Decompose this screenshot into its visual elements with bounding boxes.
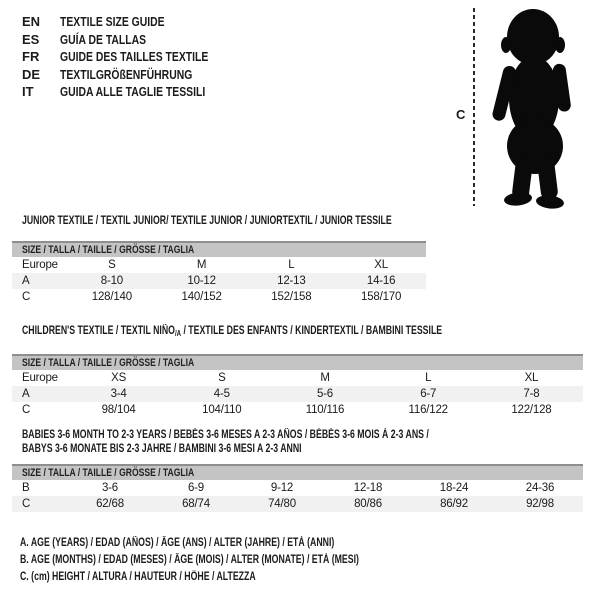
table-cell: 158/170: [361, 291, 402, 303]
language-guide-title: GUÍA DE TALLAS: [60, 31, 147, 47]
size-header-label: SIZE / TALLA / TAILLE / GRÖSSE / TAGLIA: [22, 244, 195, 256]
title-subscript: /A: [174, 329, 182, 338]
junior-textile-table: [12, 214, 426, 305]
row-label: A: [22, 388, 30, 400]
table-cell: 4-5: [213, 388, 230, 400]
table-cell: 8-10: [100, 275, 123, 287]
table-row: [12, 480, 583, 496]
row-label: A: [22, 275, 30, 287]
babies-textile-table: [12, 428, 583, 512]
table-row: [12, 402, 583, 418]
table-cell: 80/86: [354, 498, 382, 510]
row-label: C: [22, 404, 31, 416]
size-header-label: SIZE / TALLA / TAILLE / GRÖSSE / TAGLIA: [22, 357, 195, 369]
row-label: C: [22, 498, 31, 510]
table-cell: 74/80: [268, 498, 296, 510]
size-header-bar: [12, 241, 426, 257]
table-cell: M: [196, 259, 207, 271]
table-cell: 98/104: [101, 404, 136, 416]
row-label: Europe: [22, 372, 58, 384]
table-cell: L: [288, 259, 295, 271]
table-title: [12, 214, 426, 228]
table-cell: S: [108, 259, 116, 271]
children-textile-table: [12, 324, 583, 418]
footnote-c: C. (cm) HEIGHT / ALTURA / HAUTEUR / HÖHE / ALTEZZA: [20, 571, 256, 583]
row-label: C: [22, 291, 31, 303]
table-row: [12, 370, 583, 386]
language-row: [22, 83, 245, 101]
table-title-text: JUNIOR TEXTILE / TEXTIL JUNIOR/ TEXTILE JUNIOR / JUNIORTEXTIL / JUNIOR TESSILE: [22, 215, 392, 227]
size-header-bar: [12, 354, 583, 370]
table-cell: 152/158: [271, 291, 312, 303]
table-cell: 6-9: [187, 482, 205, 494]
footnote-b: B. AGE (MONTHS) / EDAD (MESES) / ÂGE (MOIS) / ALTER (MONATE) / ETÀ (MESI): [20, 554, 359, 566]
table-cell: 12-18: [353, 482, 383, 494]
table-cell: 86/92: [440, 498, 468, 510]
table-title: [12, 442, 583, 456]
row-label: Europe: [22, 259, 58, 271]
table-rows: [12, 370, 583, 418]
table-title-line2: BABYS 3-6 MONATE BIS 2-3 JAHRE / BAMBINI 3-6 MESI A 2-3 ANNI: [22, 443, 302, 455]
table-row: [12, 289, 426, 305]
language-code: DE: [22, 66, 41, 82]
language-row: [22, 13, 245, 31]
language-code: ES: [22, 31, 40, 47]
language-guide-title: TEXTILGRÖßENFÜHRUNG: [60, 66, 193, 82]
table-cell: 68/74: [182, 498, 210, 510]
height-measure-label: C: [456, 107, 466, 122]
language-guide-title: GUIDA ALLE TAGLIE TESSILI: [60, 84, 206, 100]
table-cell: 9-12: [270, 482, 294, 494]
table-title: [12, 324, 583, 341]
table-row: [12, 496, 583, 512]
table-cell: 10-12: [187, 275, 216, 287]
table-cell: 140/152: [181, 291, 222, 303]
table-cell: 6-7: [420, 388, 437, 400]
table-row: [12, 386, 583, 402]
table-cell: S: [218, 372, 226, 384]
language-guide-title: GUIDE DES TAILLES TEXTILE: [60, 49, 209, 65]
footnote-a: A. AGE (YEARS) / EDAD (AÑOS) / ÂGE (ANS) / ALTER (JAHRE) / ETÀ (ANNI): [20, 537, 335, 549]
table-cell: 116/122: [408, 404, 448, 416]
table-cell: 24-36: [525, 482, 555, 494]
table-title: [12, 428, 583, 442]
table-row: [12, 273, 426, 289]
table-cell: 122/128: [511, 404, 552, 416]
footnote-legend: [20, 535, 466, 586]
table-cell: 12-13: [277, 275, 306, 287]
table-cell: 3-4: [110, 388, 127, 400]
table-row: [12, 257, 426, 273]
table-cell: L: [425, 372, 432, 384]
row-label: B: [22, 482, 30, 494]
table-cell: 104/110: [202, 404, 242, 416]
language-code: EN: [22, 14, 41, 30]
table-rows: [12, 257, 426, 305]
table-cell: 92/98: [526, 498, 554, 510]
table-cell: 14-16: [366, 275, 396, 287]
table-cell: XS: [111, 372, 127, 384]
language-code: IT: [22, 84, 34, 100]
table-cell: 62/68: [96, 498, 124, 510]
table-title-line1: BABIES 3-6 MONTH TO 2-3 YEARS / BEBÉS 3-6 MESES A 2-3 AÑOS / BÉBÉS 3-6 MOIS À 2-3 ANS /: [22, 429, 429, 441]
table-cell: XL: [524, 372, 539, 384]
size-header-label: SIZE / TALLA / TAILLE / GRÖSSE / TAGLIA: [22, 467, 195, 479]
language-list: [22, 13, 245, 101]
table-cell: 5-6: [316, 388, 334, 400]
table-cell: M: [320, 372, 330, 384]
language-guide-title: TEXTILE SIZE GUIDE: [60, 14, 165, 30]
language-row: [22, 48, 245, 66]
language-row: [22, 31, 245, 49]
table-cell: 128/140: [91, 291, 132, 303]
table-title-text: CHILDREN'S TEXTILE / TEXTIL NIÑO/A / TEXTILE DES ENFANTS / KINDERTEXTIL / BAMBINI TESSILE: [22, 325, 443, 338]
table-rows: [12, 480, 583, 512]
table-cell: 110/116: [305, 404, 345, 416]
size-header-bar: [12, 464, 583, 480]
table-cell: 18-24: [439, 482, 469, 494]
language-code: FR: [22, 49, 40, 65]
baby-silhouette-icon: [484, 6, 586, 210]
table-cell: XL: [374, 259, 388, 271]
language-row: [22, 66, 245, 84]
table-cell: 3-6: [101, 482, 119, 494]
table-cell: 7-8: [523, 388, 540, 400]
height-measure-dashed-line: [473, 8, 475, 206]
